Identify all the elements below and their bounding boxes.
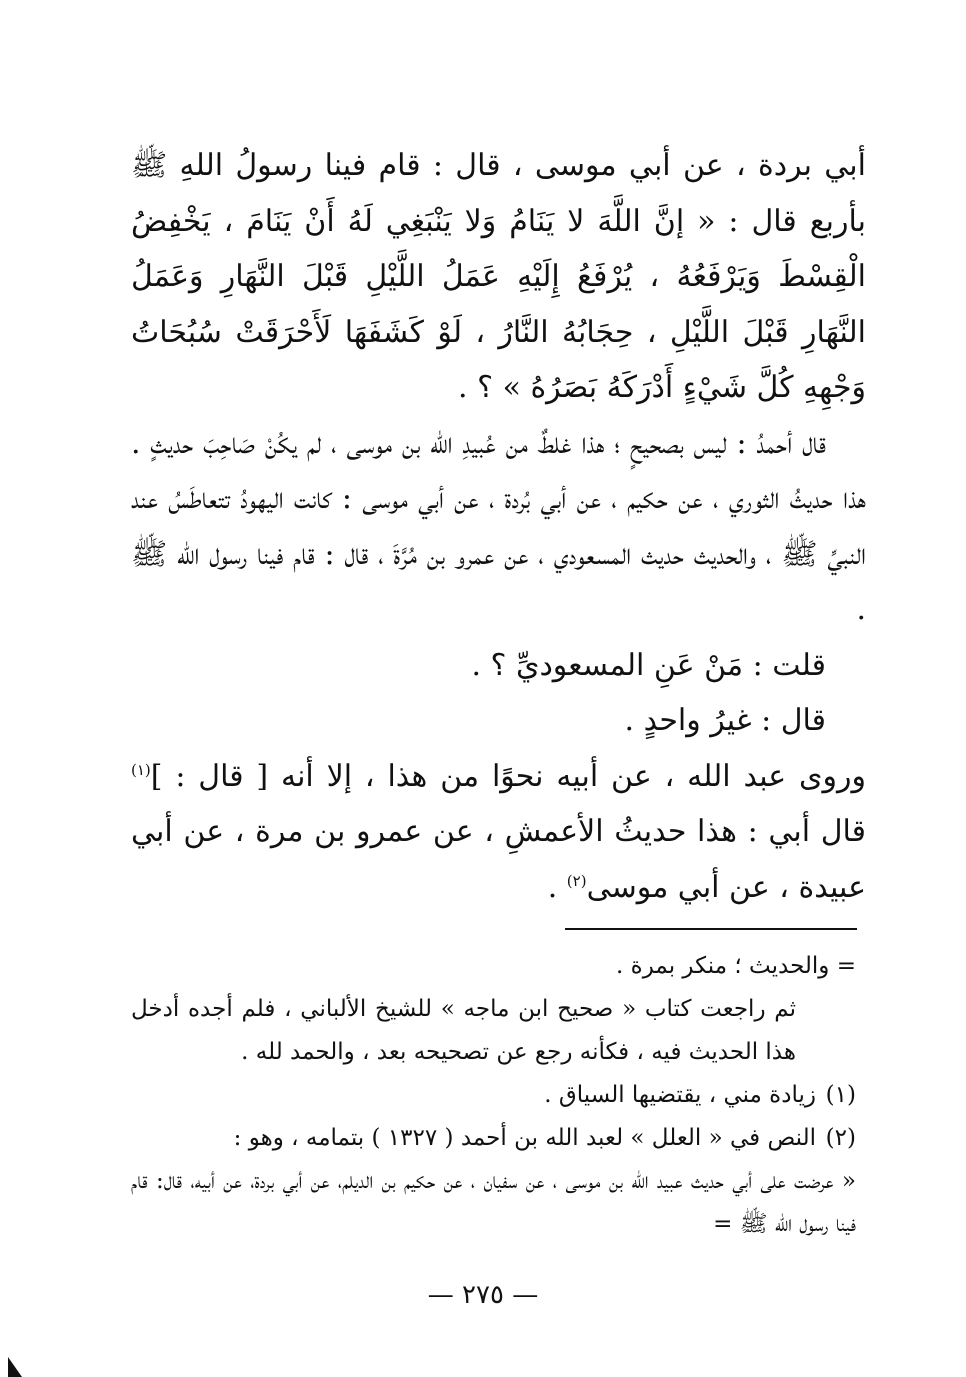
- narration-text-end: .: [547, 869, 567, 905]
- narration-text-start: وروى عبد الله ، عن أبيه نحوًا من هذا ، إلا أنه [ قال : ]: [150, 758, 866, 794]
- footnote-1-text: زيادة مني ، يقتضيها السياق .: [544, 1082, 816, 1108]
- footnote-2-quote: « عرضت على أبي حديث عبيد الله بن موسى ، عن سفيان ، عن حكيم بن الديلم، عن أبي بردة، عن أبيه، قال: قام فينا رسول الله ﷺ =: [131, 1168, 856, 1237]
- footnote-1-number: (١): [825, 1082, 856, 1108]
- main-paragraph-question: قلت : مَنْ عَنِ المسعوديِّ ؟ .: [471, 647, 826, 683]
- main-text-block: [131, 138, 866, 915]
- footnote-divider: [565, 928, 857, 930]
- page-number: — ٢٧٥ —: [427, 1280, 539, 1310]
- footnotes-block: [131, 945, 856, 1246]
- main-paragraph-ahmad-comment: قال أحمدُ : ليس بصحيحٍ ؛ هذا غلطٌ من عُبيدِ الله بن موسى ، لم يكُنْ صَاحِبَ حديثٍ . هذا حديثُ الثوري ، عن حكيم ، عن أبي بُردة ، عن أبي موسى : كانت اليهودُ تتعاطَسُ عند النبيِّ ﷺ ، والحديث حديث المسعودي ، عن عمرو بن مُرَّةَ ، قال : قام فينا رسول الله ﷺ .: [131, 425, 866, 627]
- footnote-2: [131, 1117, 856, 1160]
- narration-text-middle: قال أبي : هذا حديثُ الأعمشِ ، عن عمرو بن مرة ، عن أبي عبيدة ، عن أبي موسى: [131, 814, 866, 905]
- main-paragraph-narration: [131, 749, 866, 916]
- main-paragraph-hadith: أبي بردة ، عن أبي موسى ، قال : قام فينا رسولُ اللهِ ﷺ بأربع قال : « إنَّ اللَّهَ لا يَنَامُ وَلا يَنْبَغِي لَهُ أَنْ يَنَامَ ، يَخْفِضُ الْقِسْطَ وَيَرْفَعُهُ ، يُرْفَعُ إِلَيْهِ عَمَلُ اللَّيْلِ قَبْلَ النَّهَارِ وَعَمَلُ النَّهَارِ قَبْلَ اللَّيْلِ ، حِجَابُهُ النَّارُ ، لَوْ كَشَفَهَا لَأَحْرَقَتْ سُبُحَاتُ وَجْهِهِ كُلَّ شَيْءٍ أَدْرَكَهُ بَصَرُهُ » ؟ .: [131, 148, 866, 405]
- footnote-1: [131, 1074, 856, 1117]
- footnote-continuation-paragraph: ثم راجعت كتاب « صحيح ابن ماجه » للشيخ الألباني ، فلم أجده أدخل هذا الحديث فيه ، فكأنه رجع عن تصحيحه بعد ، والحمد لله .: [131, 996, 796, 1065]
- footnote-ref-1: (١): [131, 760, 151, 779]
- footnote-continuation-line: = والحديث ؛ منكر بمرة .: [616, 953, 856, 979]
- footnote-ref-2: (٢): [566, 871, 587, 890]
- corner-mark: [8, 1357, 22, 1377]
- main-paragraph-answer: قال : غيرُ واحدٍ .: [624, 703, 826, 738]
- footnote-2-text: النص في « العلل » لعبد الله بن أحمد ( ١٣٢٧ ) بتمامه ، وهو :: [233, 1125, 816, 1151]
- footnote-2-number: (٢): [825, 1125, 856, 1151]
